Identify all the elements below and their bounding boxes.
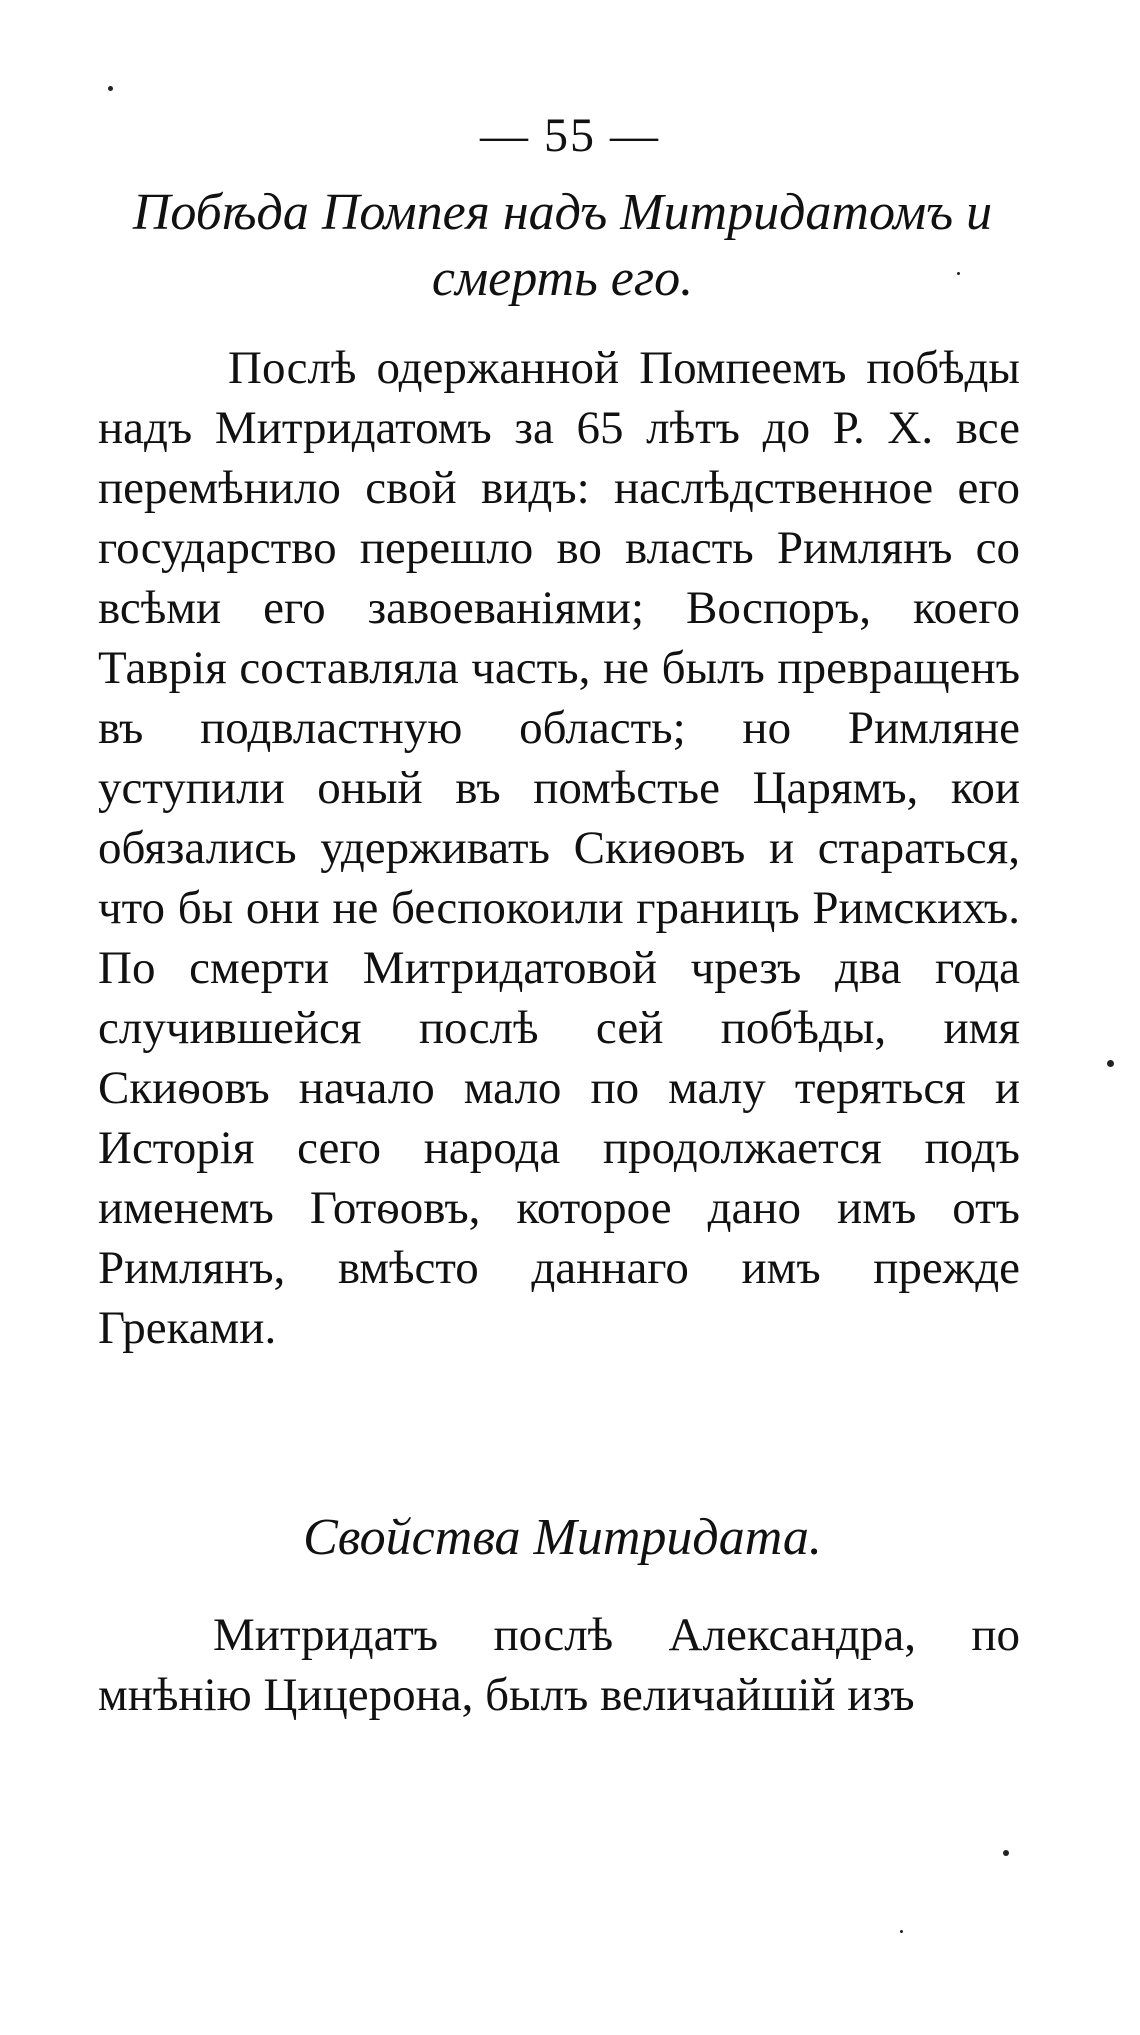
section-paragraph: Митридатъ послѣ Александра, по мнѣнiю Цицерона, былъ величайшiй изъ [98,1609,1020,1721]
section-title: Свойства Митридата. [303,1509,822,1566]
scan-speck [1003,1850,1009,1856]
scan-speck [900,1930,903,1933]
section-title: Побѣда Помпея надъ Митридатомъ и смерть его. [132,184,993,307]
scan-speck [1107,1060,1114,1067]
page-number: — 55 — [480,109,660,162]
section-paragraph: Послѣ одержанной Помпеемъ побѣды надъ Митридатомъ за 65 лѣтъ до Р. Х. все перемѣнило свой видъ: наслѣдственное его государство перешло во власть Римлянъ со всѣми его завоеванiями; Воспоръ, коего Таврiя составляла часть, не былъ превращенъ въ подвластную область; но Римляне уступили оный въ помѣстье Царямъ, кои обязались удерживать Скиѳовъ и стараться, что бы они не беспокоили границъ Римскихъ. По смерти Митридатовой чрезъ два года случившейся послѣ сей побѣды, имя Скиѳовъ начало мало по малу теряться и Исторiя сего народа продолжается подъ именемъ Готѳовъ, которое дано имъ отъ Римлянъ, вмѣсто даннаго имъ прежде Греками. [98,342,1020,1354]
scan-speck [957,272,960,275]
scan-speck [108,86,113,91]
